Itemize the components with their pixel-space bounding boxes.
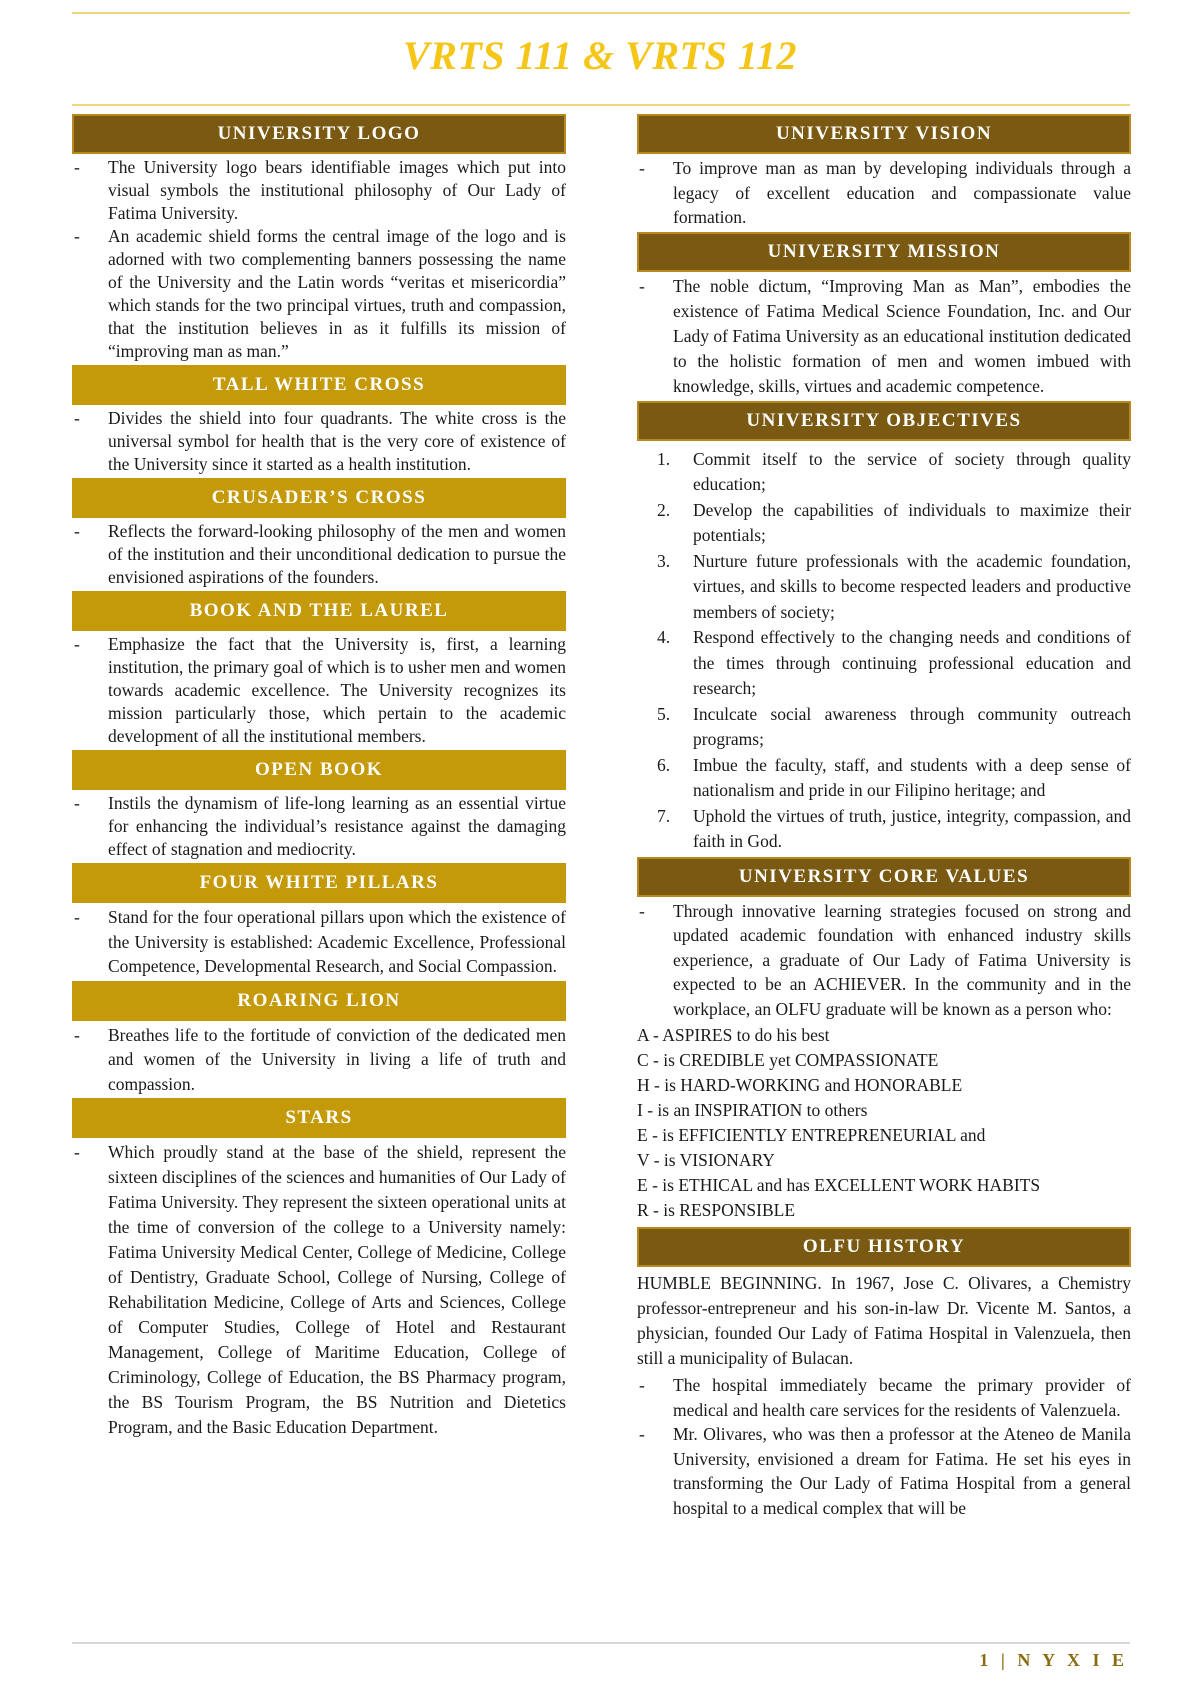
section-heading-pillars: FOUR WHITE PILLARS xyxy=(72,863,566,903)
list-item: - Instils the dynamism of life-long learning as an essential virtue for enhancing the individual’s resistance against the damaging effect of stagnation and mediocrity. xyxy=(72,792,566,861)
section-heading-cross: TALL WHITE CROSS xyxy=(72,365,566,405)
item-number: 1. xyxy=(657,448,671,469)
item-text: Imbue the faculty, staff, and students with a deep sense of nationalism and pride in our Filipino heritage; and xyxy=(693,754,1131,800)
section-heading-history: OLFU HISTORY xyxy=(637,1227,1131,1267)
acronym-line: E - is EFFICIENTLY ENTREPRENEURIAL and xyxy=(637,1125,986,1145)
section-heading-crusader: CRUSADER’S CROSS xyxy=(72,478,566,518)
list-item: - Through innovative learning strategies focused on strong and updated academic foundation with enhanced industry skills experience, a graduate of Our Lady of Fatima University is expected to be an ACHIEVER. In the community and in the workplace, an OLFU graduate will be known as a person who: xyxy=(637,899,1131,1022)
right-column xyxy=(637,114,1131,1522)
cross-list xyxy=(72,407,566,476)
item-text: Inculcate social awareness through community outreach programs; xyxy=(693,703,1131,749)
list-item: - The noble dictum, “Improving Man as Man”, embodies the existence of Fatima Medical Science Foundation, Inc. and Our Lady of Fatima University as an educational institution dedicated to the holistic formation of men and women imbued with knowledge, skills, virtues and academic competence. xyxy=(637,274,1131,399)
acronym-line: V - is VISIONARY xyxy=(637,1150,775,1170)
lion-list xyxy=(72,1023,566,1097)
list-item: - Reflects the forward-looking philosophy of the men and women of the institution and their unconditional dedication to pursue the envisioned aspirations of the founders. xyxy=(72,520,566,589)
section-heading-lion: ROARING LION xyxy=(72,981,566,1021)
item-text: Nurture future professionals with the academic foundation, virtues, and skills to become respected leaders and productive members of society; xyxy=(693,550,1131,622)
stars-list xyxy=(72,1140,566,1440)
logo-list xyxy=(72,156,566,363)
values-list xyxy=(637,899,1131,1022)
section-heading-stars: STARS xyxy=(72,1098,566,1138)
openbook-list xyxy=(72,792,566,861)
acronym-line: H - is HARD-WORKING and HONORABLE xyxy=(637,1075,963,1095)
footer-rule xyxy=(72,1642,1130,1644)
item-text: Respond effectively to the changing needs and conditions of the times through continuing professional education and research; xyxy=(693,627,1131,698)
item-number: 6. xyxy=(657,754,671,775)
item-text: Commit itself to the service of society through quality education; xyxy=(693,448,1131,494)
crusader-list xyxy=(72,520,566,589)
list-item xyxy=(637,447,1131,498)
list-item xyxy=(637,549,1131,626)
pillars-list xyxy=(72,905,566,979)
left-column xyxy=(72,114,566,1442)
objectives-list xyxy=(637,447,1131,855)
history-list xyxy=(637,1373,1131,1520)
mission-list xyxy=(637,274,1131,399)
list-item xyxy=(637,753,1131,804)
page-footer: 1 | N Y X I E xyxy=(979,1650,1128,1670)
section-heading-objectives: UNIVERSITY OBJECTIVES xyxy=(637,401,1131,441)
list-item: - An academic shield forms the central image of the logo and is adorned with two complementing banners possessing the name of the University and the Latin words “veritas et misericordia” which stands for the two principal virtues, truth and compassion, that the institution believes in as it fulfills its mission of “improving man as man.” xyxy=(72,225,566,363)
list-item xyxy=(637,498,1131,549)
laurel-list xyxy=(72,633,566,748)
item-number: 7. xyxy=(657,805,671,826)
acronym-line: E - is ETHICAL and has EXCELLENT WORK HABITS xyxy=(637,1175,1041,1195)
title-rule xyxy=(72,104,1130,106)
item-number: 5. xyxy=(657,703,671,724)
section-heading-values: UNIVERSITY CORE VALUES xyxy=(637,857,1131,897)
list-item: - Mr. Olivares, who was then a professor at the Ateneo de Manila University, envisioned a dream for Fatima. He set his eyes in transforming the Our Lady of Fatima Hospital from a general hospital to a medical complex that will be xyxy=(637,1422,1131,1520)
list-item xyxy=(637,804,1131,855)
item-number: 2. xyxy=(657,499,671,520)
list-item: - Which proudly stand at the base of the shield, represent the sixteen disciplines of the sciences and humanities of Our Lady of Fatima University. They represent the sixteen operational units at the time of conversion of the college to a University namely: Fatima University Medical Center, College of Medicine, College of Dentistry, Graduate School, College of Nursing, College of Rehabilitation Medicine, College of Arts and Sciences, College of Computer Studies, College of Hotel and Restaurant Management, College of Maritime Education, College of Criminology, College of Education, the BS Pharmacy program, the BS Tourism Program, the BS Nutrition and Dietetics Program, and the Basic Education Department. xyxy=(72,1140,566,1440)
item-number: 3. xyxy=(657,550,671,571)
section-heading-mission: UNIVERSITY MISSION xyxy=(637,232,1131,272)
list-item xyxy=(637,625,1131,702)
history-intro: HUMBLE BEGINNING. In 1967, Jose C. Olivares, a Chemistry professor-entrepreneur and his son-in-law Dr. Vicente M. Santos, a physician, founded Our Lady of Fatima Hospital in Valenzuela, then still a municipality of Bulacan. xyxy=(637,1273,1131,1368)
page-title: VRTS 111 & VRTS 112 xyxy=(402,33,798,78)
list-item: - Stand for the four operational pillars upon which the existence of the University is established: Academic Excellence, Professional Competence, Developmental Research, and Social Compassion. xyxy=(72,905,566,979)
section-heading-laurel: BOOK AND THE LAUREL xyxy=(72,591,566,631)
item-number: 4. xyxy=(657,627,671,647)
vision-list xyxy=(637,156,1131,230)
top-rule xyxy=(72,12,1130,14)
section-heading-logo: UNIVERSITY LOGO xyxy=(72,114,566,154)
achiever-acronym xyxy=(637,1023,1131,1223)
acronym-line: R - is RESPONSIBLE xyxy=(637,1200,796,1220)
section-heading-vision: UNIVERSITY VISION xyxy=(637,114,1131,154)
list-item: - The hospital immediately became the primary provider of medical and health care services for the residents of Valenzuela. xyxy=(637,1373,1131,1422)
acronym-line: I - is an INSPIRATION to others xyxy=(637,1100,868,1120)
list-item: - Breathes life to the fortitude of conviction of the dedicated men and women of the University in living a life of truth and compassion. xyxy=(72,1023,566,1097)
item-text: Develop the capabilities of individuals to maximize their potentials; xyxy=(693,499,1131,545)
list-item: - Divides the shield into four quadrants. The white cross is the universal symbol for health that is the very core of existence of the University since it started as a health institution. xyxy=(72,407,566,476)
list-item xyxy=(637,702,1131,753)
list-item: - To improve man as man by developing individuals through a legacy of excellent education and compassionate value formation. xyxy=(637,156,1131,230)
list-item: - Emphasize the fact that the University is, first, a learning institution, the primary goal of which is to usher men and women towards academic excellence. The University recognizes its mission particularly those, which pertain to the academic development of all the institutional members. xyxy=(72,633,566,748)
item-text: Uphold the virtues of truth, justice, integrity, compassion, and faith in God. xyxy=(693,805,1131,851)
acronym-line: A - ASPIRES to do his best xyxy=(637,1025,830,1045)
list-item: - The University logo bears identifiable images which put into visual symbols the institutional philosophy of Our Lady of Fatima University. xyxy=(72,156,566,225)
section-heading-openbook: OPEN BOOK xyxy=(72,750,566,790)
acronym-line: C - is CREDIBLE yet COMPASSIONATE xyxy=(637,1050,939,1070)
